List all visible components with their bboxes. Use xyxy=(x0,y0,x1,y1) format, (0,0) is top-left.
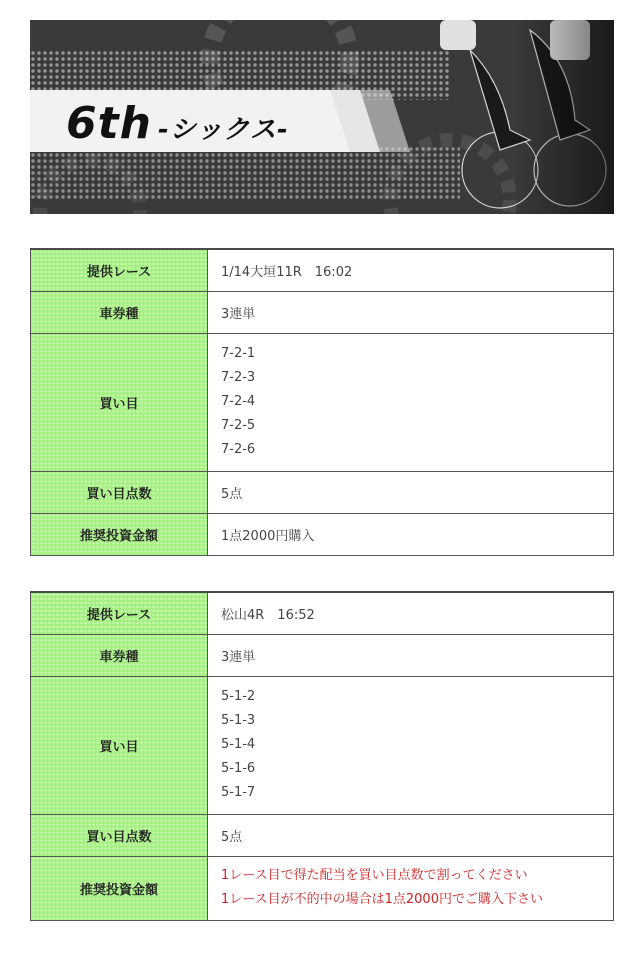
race-label: 提供レース xyxy=(31,249,208,291)
hero-banner xyxy=(30,20,614,214)
pick-item: 7-2-6 xyxy=(221,442,256,457)
bet-amount-value: 1点2000円購入 xyxy=(208,513,614,555)
pick-item: 7-2-4 xyxy=(221,394,256,409)
pick-item: 5-1-6 xyxy=(221,761,256,776)
race-value: 松山4R 16:52 xyxy=(208,592,614,634)
banner-title-main: 6th xyxy=(66,98,152,149)
table-row xyxy=(31,814,614,856)
pick-item: 7-2-1 xyxy=(221,346,256,361)
pick-count-value: 5点 xyxy=(208,471,614,513)
banner-title xyxy=(66,98,289,149)
table-row xyxy=(31,291,614,333)
pick-item: 5-1-2 xyxy=(221,689,256,704)
ticket-type-value: 3連単 xyxy=(208,291,614,333)
bet-note: 1レース目が不的中の場合は1点2000円でご購入下さい xyxy=(221,892,543,907)
table-row xyxy=(31,856,614,920)
picks-list xyxy=(208,333,614,471)
table-row xyxy=(31,471,614,513)
picks-label: 買い目 xyxy=(31,676,208,814)
table-row xyxy=(31,333,614,471)
table-row xyxy=(31,592,614,634)
ticket-type-label: 車券種 xyxy=(31,291,208,333)
ticket-type-label: 車券種 xyxy=(31,634,208,676)
bet-amount-label: 推奨投資金額 xyxy=(31,856,208,920)
table-row xyxy=(31,676,614,814)
bet-note: 1レース目で得た配当を買い目点数で割ってください xyxy=(221,868,528,883)
table-row xyxy=(31,513,614,555)
pick-item: 5-1-7 xyxy=(221,785,256,800)
ticket-type-value: 3連単 xyxy=(208,634,614,676)
pick-item: 7-2-3 xyxy=(221,370,256,385)
picks-label: 買い目 xyxy=(31,333,208,471)
pick-item: 5-1-3 xyxy=(221,713,256,728)
pick-count-value: 5点 xyxy=(208,814,614,856)
pick-count-label: 買い目点数 xyxy=(31,471,208,513)
race-value: 1/14大垣11R 16:02 xyxy=(208,249,614,291)
banner-title-kana: -シックス- xyxy=(157,115,289,145)
pick-count-label: 買い目点数 xyxy=(31,814,208,856)
bet-notes xyxy=(208,856,614,920)
table-row xyxy=(31,634,614,676)
bet-amount-label: 推奨投資金額 xyxy=(31,513,208,555)
picks-list xyxy=(208,676,614,814)
prediction-table-1 xyxy=(30,248,614,556)
pick-item: 5-1-4 xyxy=(221,737,256,752)
prediction-table-2 xyxy=(30,591,614,921)
race-label: 提供レース xyxy=(31,592,208,634)
pick-item: 7-2-5 xyxy=(221,418,256,433)
table-row xyxy=(31,249,614,291)
